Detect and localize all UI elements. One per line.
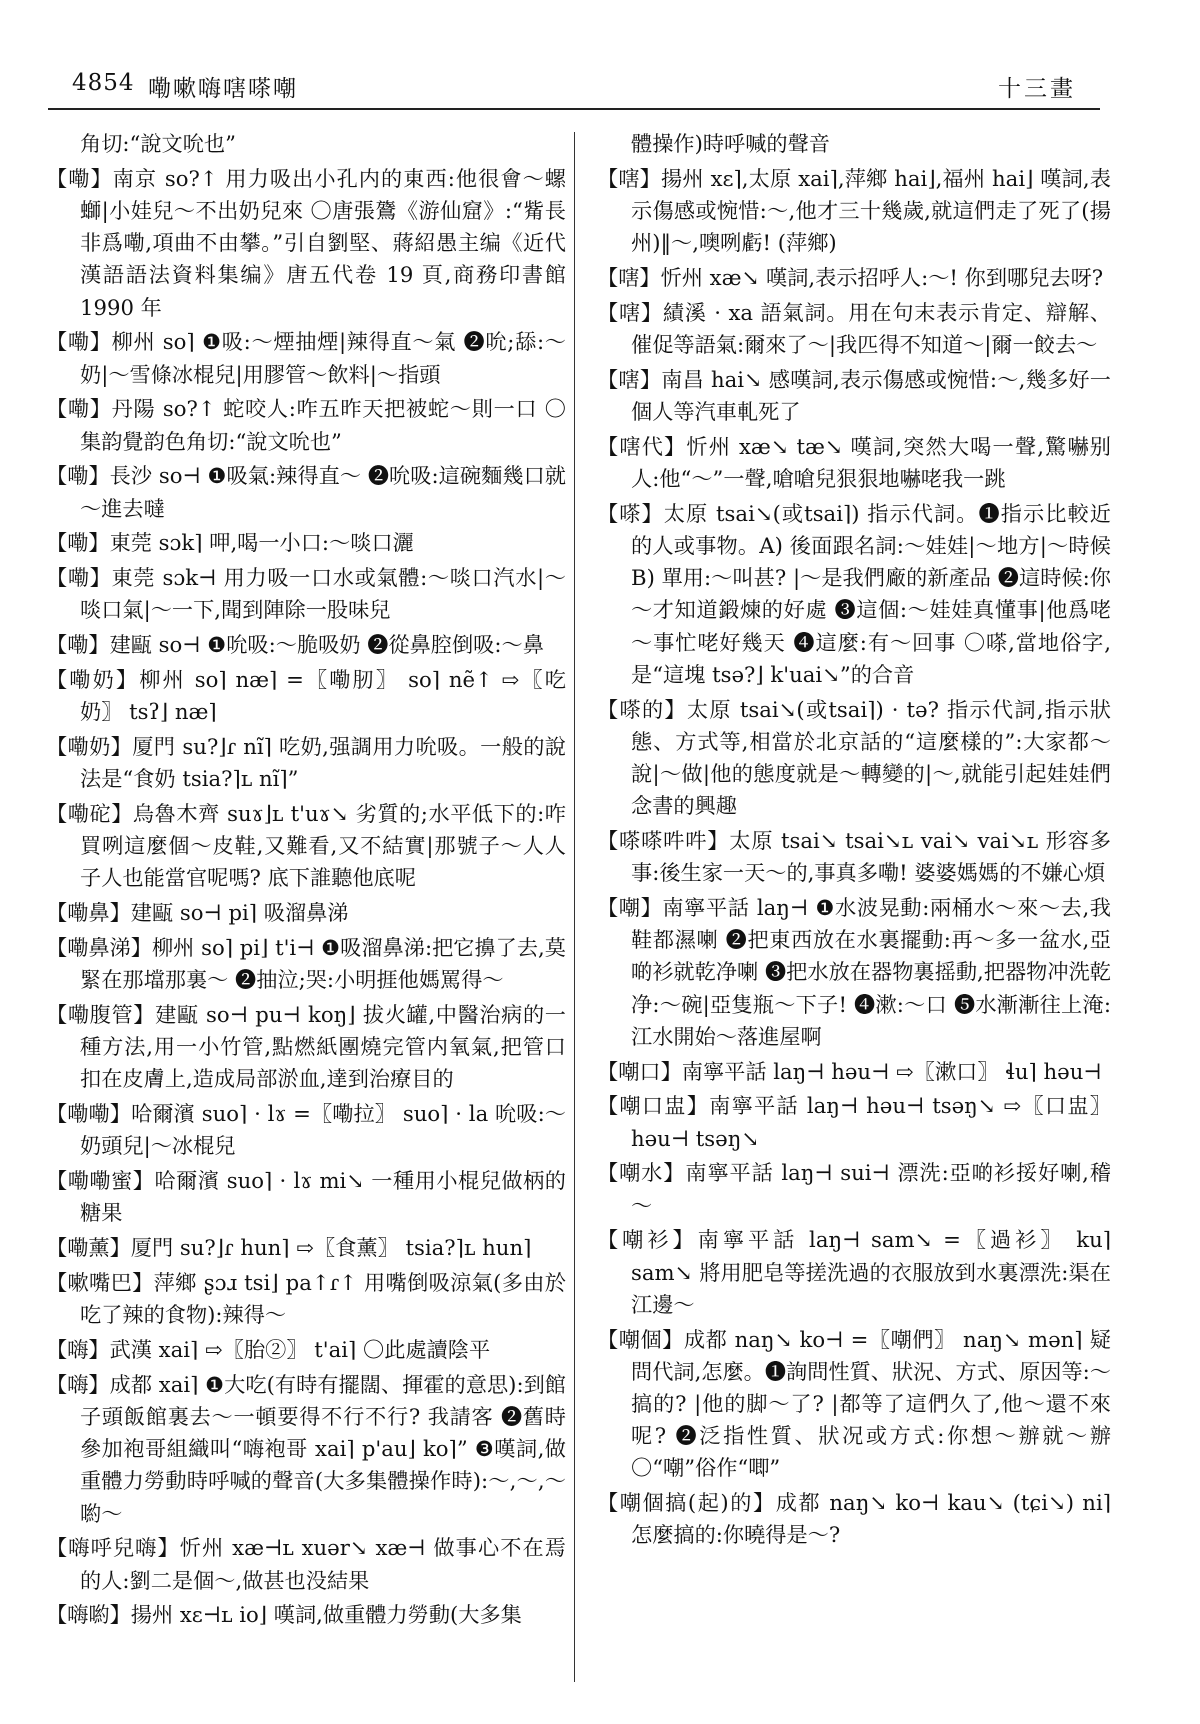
dictionary-entry: 【嗐】忻州 xæ↘ 嘆詞,表示招呼人:～! 你到哪兒去呀? bbox=[597, 265, 1104, 290]
dictionary-entry: 【嘞奶】厦門 su?⌋ɾ nĩ⌉ 吃奶,强調用力吮吸。一般的說法是“食奶 tsia?⌉ʟ nĩ⌉” bbox=[46, 734, 566, 792]
dictionary-entry: 【嗏的】太原 tsai↘(或tsai⌉) · tə? 指示代詞,指示狀態、方式等,相當於北京話的“這麼樣的”:大家都～說|～做|他的態度就是～轉變的|～,就能引起娃娃們念書的興趣 bbox=[597, 696, 1111, 819]
dictionary-entry: 體操作)時呼喊的聲音 bbox=[631, 131, 830, 156]
dictionary-entry: 【嘞】長沙 so⊣ ❶吸氣:辣得直～ ❷吮吸:這碗麵幾口就～進去噠 bbox=[46, 463, 566, 521]
dictionary-entry: 【嗐】南昌 hai↘ 感嘆詞,表示傷感或惋惜:～,幾多好一個人等汽車軋死了 bbox=[597, 366, 1111, 424]
page-number: 4854 bbox=[72, 70, 135, 96]
dictionary-entry: 【嘞奶】柳州 so⌉ næ⌉ =〖嘞肕〗 so⌉ nẽ↑ ⇨〖吃奶〗 tsʔ⌋ næ⌉ bbox=[46, 667, 566, 725]
page-header bbox=[48, 58, 1100, 110]
dictionary-entry: 【嗏嗏吽吽】太原 tsai↘ tsai↘ʟ vai↘ vai↘ʟ 形容多事:後生家一天～的,事真多嘞! 婆婆媽媽的不嫌心煩 bbox=[597, 828, 1111, 886]
dictionary-entry: 【嘞】東莞 sɔk⌉ 呷,喝一小口:～啖口灑 bbox=[46, 530, 414, 556]
dictionary-entry: 【嘞】柳州 so⌉ ❶吸:～煙抽煙|辣得直～氣 ❷吮;舔:～奶|～雪條冰棍兒|用膠管～飲料|～指頭 bbox=[46, 329, 566, 387]
dictionary-entry: 【嘞鼻】建甌 so⊣ pi⌉ 吸溜鼻涕 bbox=[46, 900, 349, 926]
dictionary-entry: 【嗨】成都 xai⌉ ❶大吃(有時有擺闊、揮霍的意思):到館子頭飯館裏去～一頓要得不行不行? 我請客 ❷舊時參加袍哥組織叫“嗨袍哥 xai⌉ p'au⌋ ko⌉” ❸嘆詞,做重體力勞動時呼喊的聲音(大多集體操作時):～,～,～喲～ bbox=[46, 1371, 566, 1526]
dictionary-entry: 【嘞砣】烏魯木齊 suɤ⌋ʟ t'uɤ↘ 劣質的;水平低下的:咋買咧這麼個～皮鞋,又難看,又不結實|那號子～人人子人也能當官呢嗎? 底下誰聽他底呢 bbox=[46, 801, 566, 891]
dictionary-entry: 【嗐代】忻州 xæ↘ tæ↘ 嘆詞,突然大喝一聲,驚嚇别人:他“～”一聲,嗆嗆兒狠狠地嚇咾我一跳 bbox=[597, 433, 1111, 491]
dictionary-entry: 【嘞腹管】建甌 so⊣ pu⊣ koŋ⌋ 拔火罐,中醫治病的一種方法,用一小竹管,點燃紙團燒完管内氧氣,把管口扣在皮膚上,造成局部淤血,達到治療目的 bbox=[46, 1002, 566, 1092]
dictionary-entry: 【嗽嘴巴】萍鄉 ʂɔɹ tsi⌋ pa↑ɾ↑ 用嘴倒吸涼氣(多由於吃了辣的食物):辣得～ bbox=[46, 1270, 566, 1328]
dictionary-entry: 【嘞薰】厦門 su?⌋ɾ hun⌉ ⇨〖食薰〗 tsia?⌉ʟ hun⌉ bbox=[46, 1235, 532, 1261]
dictionary-entry: 【嘲】南寧平話 laŋ⊣ ❶水波晃動:兩桶水～來～去,我鞋都濕喇 ❷把東西放在水裏擺動:再～多一盆水,亞啲衫就乾净喇 ❸把水放在器物裏摇動,把器物冲洗乾净:～碗|亞隻瓶～下子! ❹漱:～口 ❺水漸漸往上淹:江水開始～落進屋啊 bbox=[597, 895, 1111, 1049]
left-column bbox=[46, 128, 566, 1708]
column-divider bbox=[574, 132, 575, 1682]
dictionary-entry: 【嗨喲】揚州 xɛ⊣ʟ io⌋ 嘆詞,做重體力勞動(大多集 bbox=[46, 1602, 522, 1628]
dictionary-entry: 【嗨】武漢 xai⌉ ⇨〖胎②〗 t'ai⌉ 〇此處讀陰平 bbox=[46, 1337, 491, 1362]
dictionary-entry: 【嘞】丹陽 so?↑ 蛇咬人:咋五昨天把被蛇～則一口 〇集韵覺韵色角切:“說文吮也” bbox=[46, 396, 566, 454]
dictionary-entry: 【嘲水】南寧平話 laŋ⊣ sui⊣ 漂洗:亞啲衫挼好喇,稽～ bbox=[597, 1160, 1111, 1218]
dictionary-entry: 【嘞鼻涕】柳州 so⌉ pi⌋ t'i⊣ ❶吸溜鼻涕:把它擤了去,莫緊在那壋那裏～ ❷抽泣;哭:小明捱他媽罵得～ bbox=[46, 935, 566, 993]
dictionary-entry: 【嗏】太原 tsai↘(或tsai⌉) 指示代詞。❶指示比較近的人或事物。A) 後面跟名詞:～娃娃|～地方|～時候 B) 單用:～叫甚? |～是我們廠的新產品 ❷這時候:你～才知道鍛煉的好處 ❸這個:～娃娃真懂事|他爲咾～事忙咾好幾天 ❹這麼:有～回事 〇嗏,當地俗字,是“這塊 tsə?⌋ k'uai↘”的合音 bbox=[597, 500, 1111, 687]
dictionary-entry: 【嘞】東莞 sɔk⊣ 用力吸一口水或氣體:～啖口汽水|～啖口氣|～一下,聞到陣除一股味兒 bbox=[46, 565, 566, 623]
dictionary-entry: 【嘞】南京 so?↑ 用力吸出小孔内的東西:他很會～螺螄|小娃兒～不出奶兒來 〇唐張鷟《游仙窟》:“觜長非爲嘞,項曲不由攀。”引自劉堅、蔣紹愚主编《近代漢語語法資料集编》唐五代卷 19 頁,商務印書館 1990 年 bbox=[46, 165, 566, 320]
dictionary-entry: 【嘞嘞】哈爾濱 suo⌉ · lɤ =〖嘞拉〗 suo⌉ · la 吮吸:～奶頭兒|～冰棍兒 bbox=[46, 1101, 566, 1159]
dictionary-entry: 角切:“說文吮也” bbox=[80, 131, 236, 156]
stroke-count-label: 十三畫 bbox=[998, 76, 1076, 102]
dictionary-entry: 【嘞】建甌 so⊣ ❶吮吸:～脆吸奶 ❷從鼻腔倒吸:～鼻 bbox=[46, 632, 544, 658]
dictionary-entry: 【嘲個】成都 naŋ↘ ko⊣ =〖嘲們〗 naŋ↘ mən⌉ 疑問代詞,怎麼。❶詢問性質、狀況、方式、原因等:～搞的? |他的脚～了? |都等了這們久了,他～還不來呢? ❷泛指性質、狀况或方式:你想～辦就～辦 〇“嘲”俗作“唧” bbox=[597, 1326, 1111, 1481]
dictionary-entry: 【嘲衫】南寧平話 laŋ⊣ sam↘ =〖過衫〗 ku⌉ sam↘ 將用肥皂等搓洗過的衣服放到水裏漂洗:渠在江邊～ bbox=[597, 1227, 1111, 1317]
dictionary-entry: 【嗨呼兒嗨】忻州 xæ⊣ʟ xuər↘ xæ⊣ 做事心不在焉的人:劉二是個～,做甚也没結果 bbox=[46, 1535, 566, 1593]
right-column bbox=[597, 128, 1111, 1708]
header-characters: 嘞嗽嗨嗐嗏嘲 bbox=[148, 76, 298, 102]
dictionary-entry: 【嘞嘞蜜】哈爾濱 suo⌉ · lɤ mi↘ 一種用小棍兒做柄的糖果 bbox=[46, 1168, 566, 1226]
dictionary-entry: 【嗐】績溪 · xa 語氣詞。用在句末表示肯定、辯解、催促等語氣:爾來了～|我匹得不知道～|爾一餃去～ bbox=[597, 299, 1111, 357]
dictionary-entry: 【嘲口】南寧平話 laŋ⊣ həu⊣ ⇨〖漱口〗 ɬu⌉ həu⊣ bbox=[597, 1058, 1102, 1084]
dictionary-entry: 【嘲口盅】南寧平話 laŋ⊣ həu⊣ tsəŋ↘ ⇨〖口盅〗 həu⊣ tsəŋ↘ bbox=[597, 1093, 1111, 1151]
dictionary-entry: 【嘲個搞(起)的】成都 naŋ↘ ko⊣ kau↘ (tɕi↘) ni⌉ 怎麼搞的:你曉得是～? bbox=[597, 1490, 1111, 1548]
dictionary-entry: 【嗐】揚州 xɛ⌉,太原 xai⌉,萍鄉 hai⌋,福州 hai⌋ 嘆詞,表示傷感或惋惜:～,他才三十幾歲,就這們走了死了(揚州)‖～,噢咧虧! (萍鄉) bbox=[597, 165, 1111, 256]
